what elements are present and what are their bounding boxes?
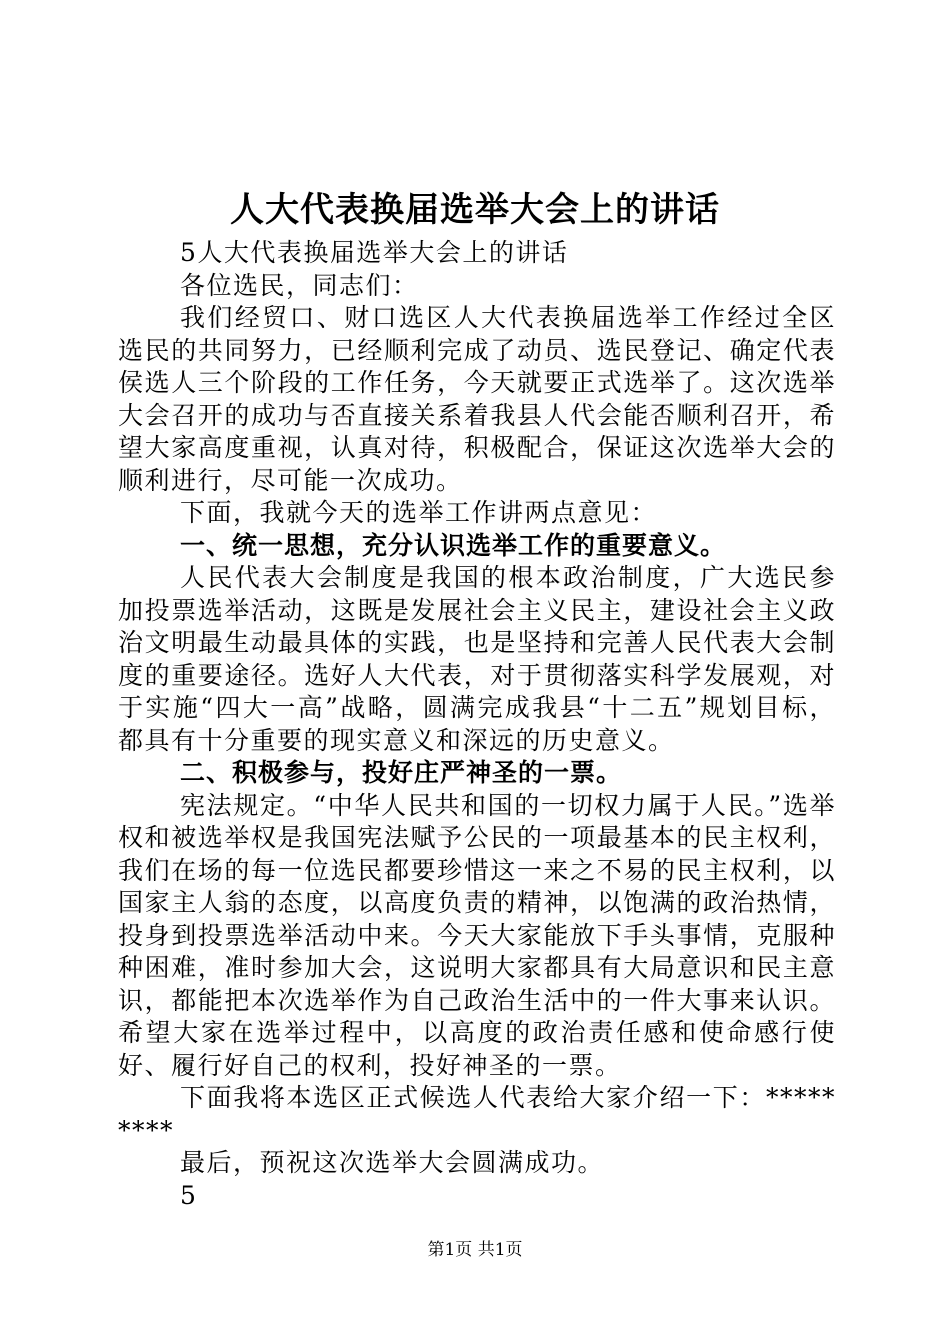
paragraph: 我们经贸口、财口选区人大代表换届选举工作经过全区选民的共同努力，已经顺利完成了动员、选民登记、确定代表侯选人三个阶段的工作任务，今天就要正式选举了。这次选举大会召开的成功与否直接关系着我县人代会能否顺利召开，希望大家高度重视，认真对待，积极配合，保证这次选举大会的顺利进行，尽可能一次成功。 <box>118 303 836 495</box>
section-heading: 一、统一思想，充分认识选举工作的重要意义。 <box>180 530 727 560</box>
paragraph: 5 <box>180 1180 198 1210</box>
paragraph: 人民代表大会制度是我国的根本政治制度，广大选民参加投票选举活动，这既是发展社会主义民主，建设社会主义政治文明最生动最具体的实践，也是坚持和完善人民代表大会制度的重要途径。选好人大代表，对于贯彻落实科学发展观，对于实施“四大一高”战略，圆满完成我县“十二五”规划目标，都具有十分重要的现实意义和深远的历史意义。 <box>118 563 836 755</box>
paragraph: 5人大代表换届选举大会上的讲话 <box>180 238 569 267</box>
paragraph: 宪法规定。“中华人民共和国的一切权力属于人民。”选举权和被选举权是我国宪法赋予公民的一项最基本的民主权利，我们在场的每一位选民都要珍惜这一来之不易的民主权利，以国家主人翁的态度，以高度负责的精神，以饱满的政治热情，投身到投票选举活动中来。今天大家能放下手头事情，克服种种困难，准时参加大会，这说明大家都具有大局意识和民主意识，都能把本次选举作为自己政治生活中的一件大事来认识。希望大家在选举过程中，以高度的政治责任感和使命感行使好、履行好自己的权利，投好神圣的一票。 <box>118 790 836 1080</box>
document-title: 人大代表换届选举大会上的讲话 <box>230 190 720 230</box>
paragraph: 最后，预祝这次选举大会圆满成功。 <box>180 1148 605 1177</box>
document-body <box>118 237 836 1212</box>
paragraph: 下面，我就今天的选举工作讲两点意见： <box>180 498 658 527</box>
paragraph: 各位选民，同志们： <box>180 270 419 300</box>
page-footer: 第1页 共1页 <box>427 1240 523 1260</box>
paragraph: 下面我将本选区正式候选人代表给大家介绍一下：********* <box>118 1083 836 1145</box>
section-heading: 二、积极参与，投好庄严神圣的一票。 <box>180 758 623 787</box>
